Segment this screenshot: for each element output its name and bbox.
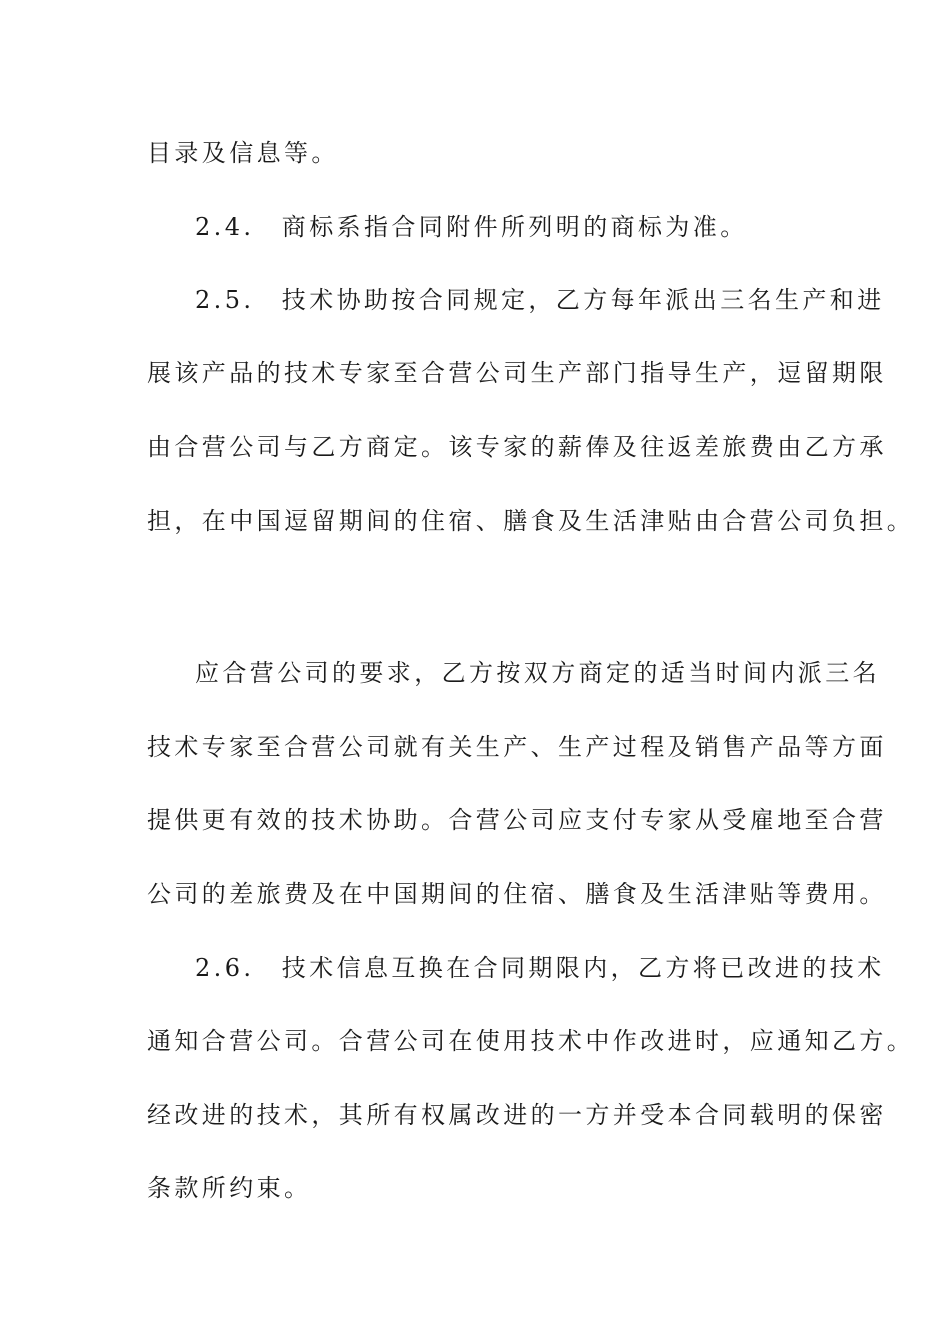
text-line: 由合营公司与乙方商定。该专家的薪俸及往返差旅费由乙方承 xyxy=(147,433,887,461)
text-line: 经改进的技术，其所有权属改进的一方并受本合同载明的保密 xyxy=(147,1101,887,1129)
text-line: 技术专家至合营公司就有关生产、生产过程及销售产品等方面 xyxy=(147,733,887,761)
text-line: 条款所约束。 xyxy=(147,1174,312,1202)
text-line: 展该产品的技术专家至合营公司生产部门指导生产，逗留期限 xyxy=(147,359,887,387)
paragraph-start: 应合营公司的要求，乙方按双方商定的适当时间内派三名 xyxy=(195,659,880,687)
text-line: 通知合营公司。合营公司在使用技术中作改进时，应通知乙方。 xyxy=(147,1027,915,1055)
text-line: 目录及信息等。 xyxy=(147,139,339,167)
clause-2-4: 2.4. 商标系指合同附件所列明的商标为准。 xyxy=(195,213,748,241)
clause-2-5: 2.5. 技术协助按合同规定，乙方每年派出三名生产和进 xyxy=(195,286,885,314)
text-line: 公司的差旅费及在中国期间的住宿、膳食及生活津贴等费用。 xyxy=(147,880,887,908)
text-line: 提供更有效的技术协助。合营公司应支付专家从受雇地至合营 xyxy=(147,806,887,834)
clause-2-6: 2.6. 技术信息互换在合同期限内，乙方将已改进的技术 xyxy=(195,954,885,982)
text-line: 担，在中国逗留期间的住宿、膳食及生活津贴由合营公司负担。 xyxy=(147,507,915,535)
